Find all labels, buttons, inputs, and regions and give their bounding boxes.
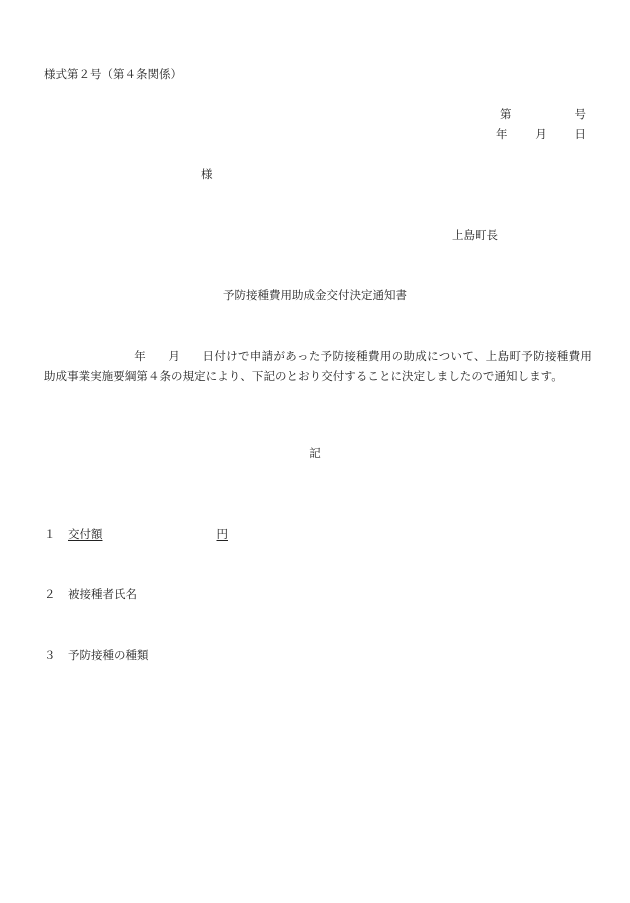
form-number: 様式第２号（第４条関係） <box>44 67 182 81</box>
ki-heading: 記 <box>309 446 321 460</box>
grant-amount-field <box>68 527 228 541</box>
document-number-prefix: 第 <box>500 107 512 121</box>
document-number-suffix: 号 <box>574 107 586 121</box>
document-title: 予防接種費用助成金交付決定通知書 <box>223 288 407 302</box>
issuer: 上島町長 <box>452 228 498 242</box>
item-number: １ <box>44 527 56 541</box>
item-vaccination-type <box>44 650 149 662</box>
item-unit: 円 <box>216 527 228 541</box>
issue-date <box>496 129 586 141</box>
item-number: ２ <box>44 587 56 601</box>
item-number: ３ <box>44 648 56 662</box>
body-paragraph <box>44 347 592 386</box>
body-month: 月 <box>168 349 181 363</box>
item-label: 被接種者氏名 <box>68 587 137 601</box>
item-label: 予防接種の種類 <box>68 648 149 662</box>
body-text: 日付けで申請があった予防接種費用の助成について、上島町予防接種費用助成事業実施要綱第４条の規定により、下記のとおり交付することに決定しましたので通知します。 <box>44 349 592 383</box>
item-grant-amount <box>44 529 228 541</box>
document-number <box>500 109 586 121</box>
item-label: 交付額 <box>68 527 103 541</box>
addressee: 様 <box>201 167 213 181</box>
date-year: 年 <box>496 127 508 141</box>
date-month: 月 <box>535 127 547 141</box>
body-year: 年 <box>134 349 147 363</box>
date-day: 日 <box>574 127 586 141</box>
item-recipient-name <box>44 589 137 601</box>
